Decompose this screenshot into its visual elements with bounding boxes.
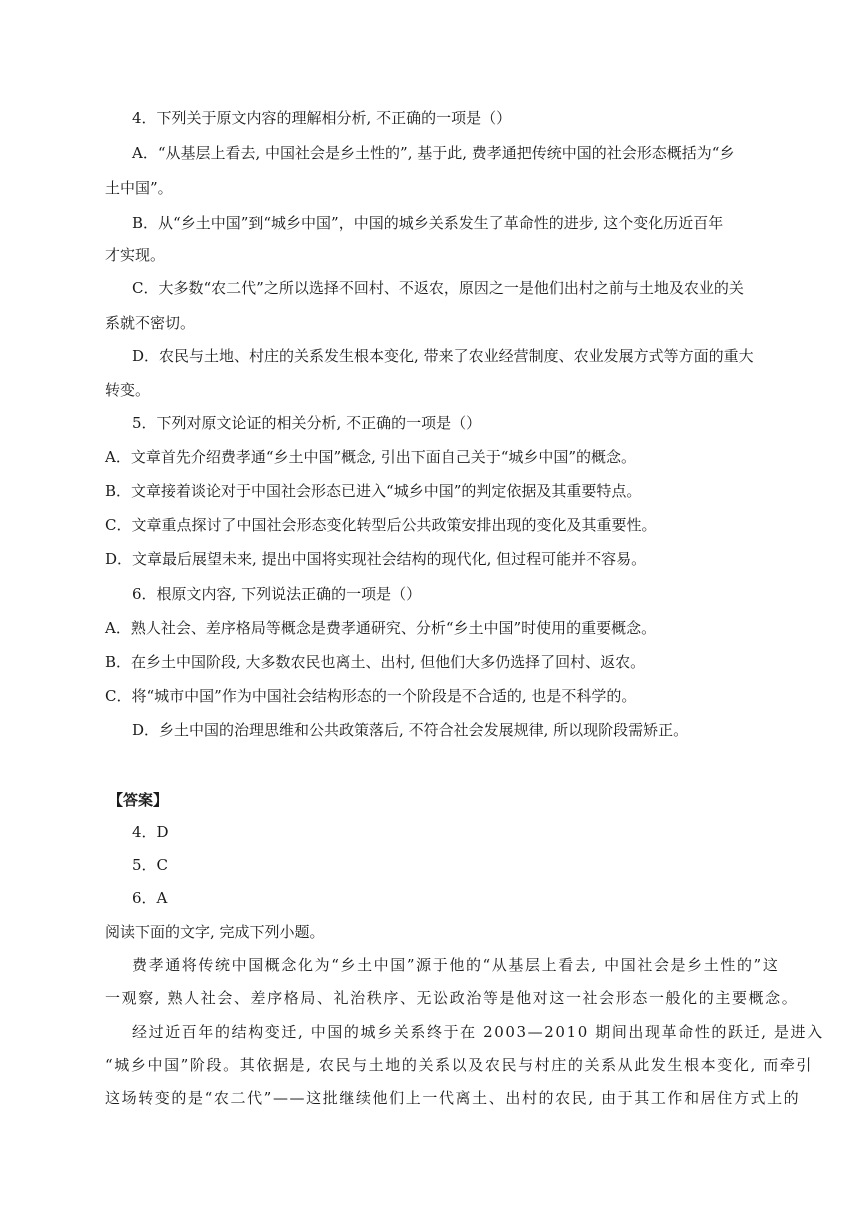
passage-para-1-line-2: 一观察, 熟人社会、差序格局、礼治秩序、无讼政治等是他对这一社会形态一般化的主要概念。 [105,989,799,1007]
passage-para-2-line-2: “城乡中国”阶段。其依据是, 农民与土地的关系以及农民与村庄的关系从此发生根本变化, 而牵引 [105,1056,814,1074]
question-5-option-c: C．文章重点探讨了中国社会形态变化转型后公共政策安排出现的变化及其重要性。 [105,516,657,534]
question-4-option-d-cont: 转变。 [105,381,151,399]
question-4-option-d: D．农民与土地、村庄的关系发生根本变化, 带来了农业经营制度、农业发展方式等方面的重大 [132,347,754,365]
answer-heading: 【答案】 [108,791,169,809]
question-4-option-b-cont: 才实现。 [105,246,166,264]
question-6-option-d: D．乡土中国的治理思维和公共政策落后, 不符合社会发展规律, 所以现阶段需矫正。 [132,721,689,739]
answer-4: 4．D [132,823,169,841]
question-6-option-c: C．将“城市中国”作为中国社会结构形态的一个阶段是不合适的, 也是不科学的。 [105,687,637,705]
question-6-option-a: A．熟人社会、差序格局等概念是费孝通研究、分析“乡土中国”时使用的重要概念。 [105,619,657,637]
question-4-option-a: A．“从基层上看去, 中国社会是乡土性的”, 基于此, 费孝通把传统中国的社会形态概括为“乡 [132,144,735,162]
question-4-stem: 4．下列关于原文内容的理解相分析, 不正确的一项是（） [132,109,512,127]
passage-para-2-line-1: 经过近百年的结构变迁, 中国的城乡关系终于在 2003—2010 期间出现革命性的跃迁, 是进入 [132,1023,824,1041]
answer-6: 6．A [132,889,168,907]
question-5-stem: 5．下列对原文论证的相关分析, 不正确的一项是（） [132,414,482,432]
answer-5: 5．C [132,856,169,874]
question-6-option-b: B．在乡土中国阶段, 大多数农民也离土、出村, 但他们大多仍选择了回村、返农。 [105,653,646,671]
question-4-option-c: C．大多数“农二代”之所以选择不回村、不返农，原因之一是他们出村之前与土地及农业的关 [132,279,744,297]
passage-para-1-line-1: 费孝通将传统中国概念化为“乡土中国”源于他的“从基层上看去, 中国社会是乡土性的”这 [132,956,780,974]
passage-para-2-line-3: 这场转变的是“农二代”——这批继续他们上一代离土、出村的农民, 由于其工作和居住方式上的 [105,1089,801,1107]
reading-instruction: 阅读下面的文字, 完成下列小题。 [105,923,325,941]
question-5-option-a: A．文章首先介绍费孝通“乡土中国”概念, 引出下面自己关于“城乡中国”的概念。 [105,448,637,466]
question-4-option-a-cont: 土中国”。 [105,179,173,197]
question-4-option-c-cont: 系就不密切。 [105,314,196,332]
question-4-option-b: B．从“乡土中国”到“城乡中国”，中国的城乡关系发生了革命性的进步, 这个变化历近百年 [132,214,724,232]
question-6-stem: 6．根原文内容, 下列说法正确的一项是（） [132,585,422,603]
question-5-option-d: D．文章最后展望未来, 提出中国将实现社会结构的现代化, 但过程可能并不容易。 [105,550,647,568]
question-5-option-b: B．文章接着谈论对于中国社会形态已进入“城乡中国”的判定依据及其重要特点。 [105,482,642,500]
